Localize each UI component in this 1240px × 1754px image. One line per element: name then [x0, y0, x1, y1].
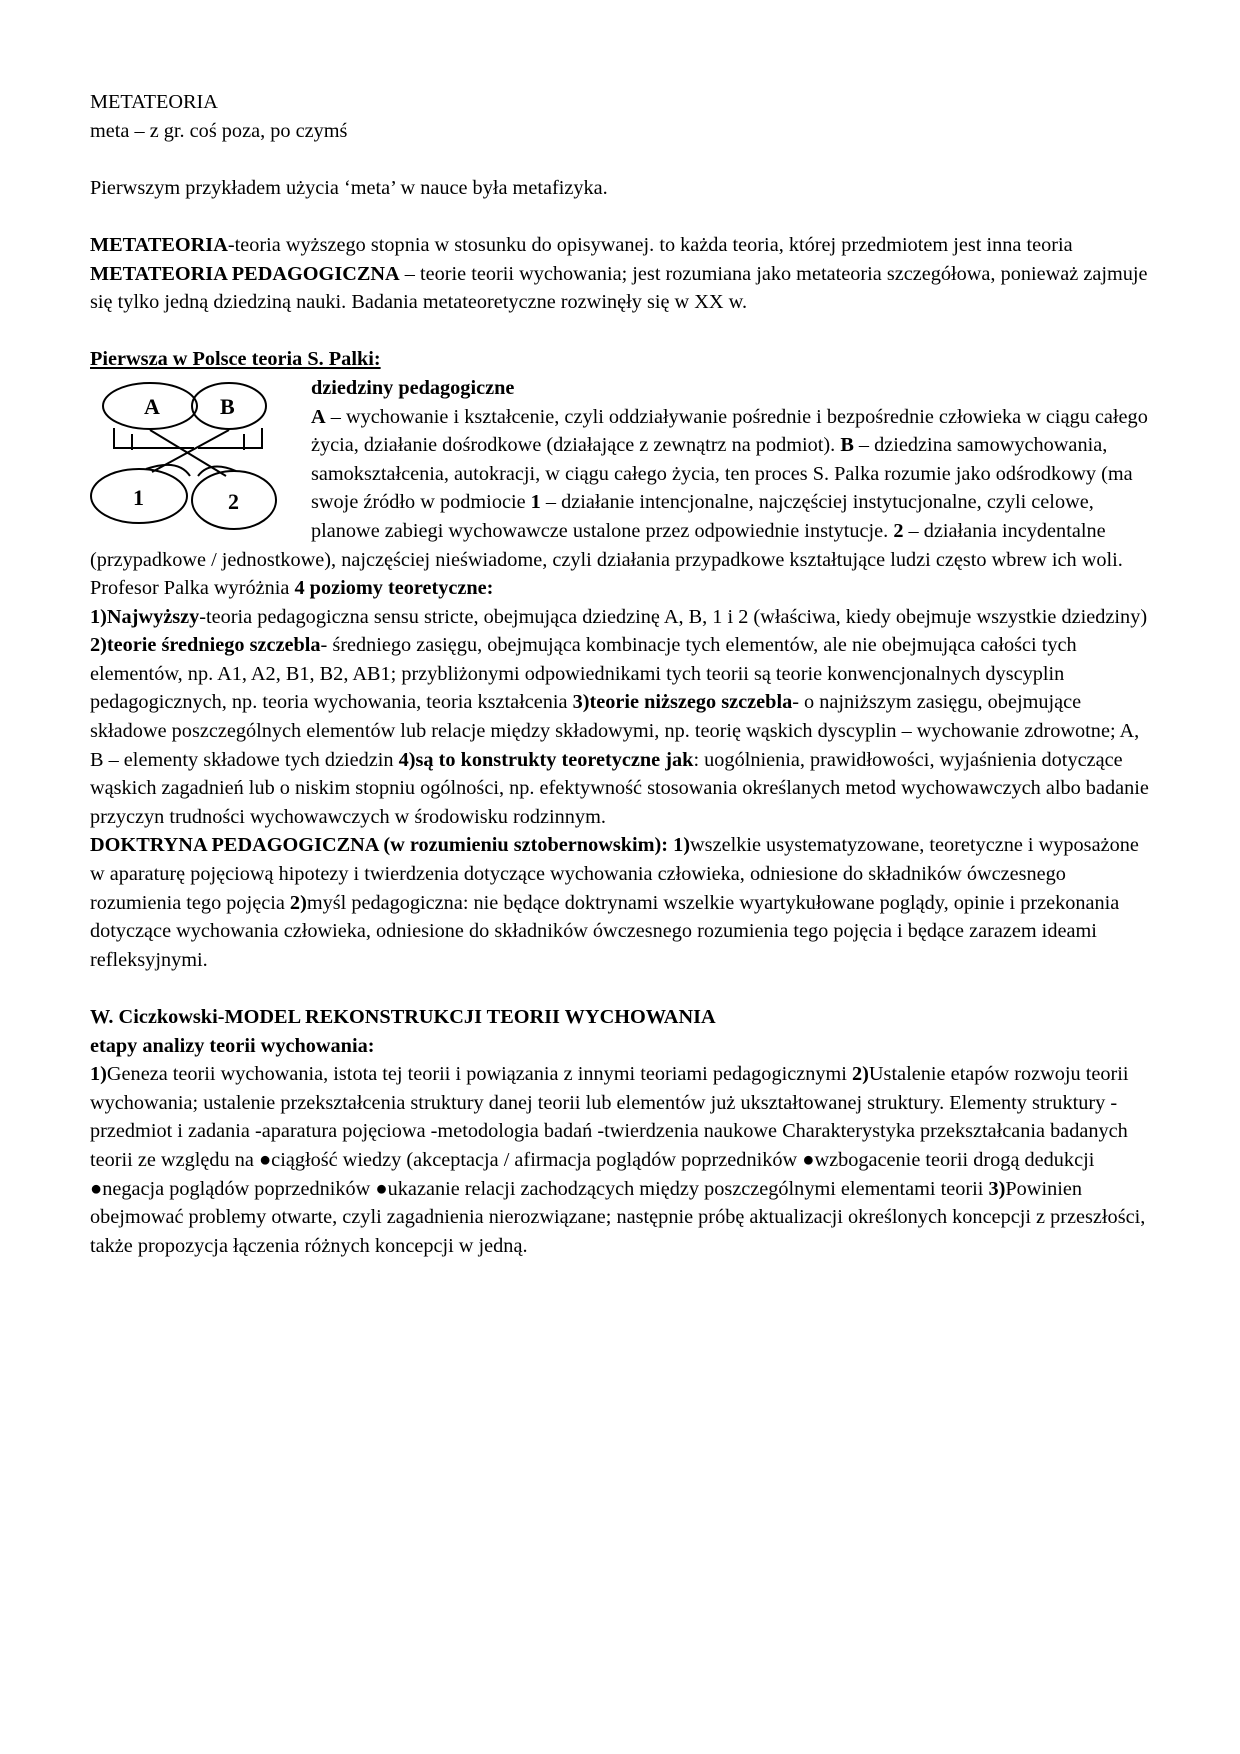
spacer: [90, 202, 1155, 231]
diagram-label-2: 2: [228, 488, 239, 514]
domain-b-text: – dziedzina samowychowania, samokształcenia, autokracji, w ciągu całego życia, ten proces S. Palka rozumie jako odśrodkowy (ma swoje źródło w podmiocie: [311, 434, 1133, 514]
model-text-1: Geneza teorii wychowania, istota tej teorii i powiązania z innymi teoriami pedagogicznymi: [106, 1063, 852, 1086]
level-2-text: - średniego zasięgu, obejmująca kombinacje tych elementów, ale nie obejmująca całości tych elementów, np. A1, A2, B1, B2, AB1; przybliżonymi odpowiednikami tych teorii są teorie konwencjonalnych dyscyplin pedagogicznych, np. teoria wychowania, teoria kształcenia: [90, 634, 1077, 714]
domains-heading-text: dziedziny pedagogiczne: [311, 376, 515, 399]
term-metateoria: METATEORIA: [90, 233, 228, 256]
levels-intro-bold: 4 poziomy teoretyczne:: [294, 577, 494, 600]
doctrine-paragraph: [90, 831, 1155, 974]
domain-2-text: – działania incydentalne (przypadkowe / jednostkowe), najczęściej nieświadome, czyli działania przypadkowe kształtujące ludzi często wbrew ich woli.: [90, 519, 1123, 571]
level-1-text: -teoria pedagogiczna sensu stricte, obejmująca dziedzinę A, B, 1 i 2 (właściwa, kiedy obejmuje wszystkie dziedziny): [199, 605, 1148, 628]
level-4-label: 4)są to konstrukty teoretyczne jak: [398, 748, 694, 771]
definition-text: -teoria wyższego stopnia w stosunku do opisywanej. to każda teoria, której przedmiotem jest inna teoria: [227, 233, 1073, 256]
level-2-label: 2)teorie średniego szczebla: [90, 634, 321, 657]
model-bullet-1: ●ciągłość wiedzy (akceptacja / afirmacja poglądów poprzedników: [258, 1148, 803, 1171]
model-text-2: Ustalenie etapów rozwoju teorii wychowania; ustalenie przekształcenia struktury danej teorii lub elementów już ukształtowanej struktury. Elementy struktury -przedmiot i zadania -aparatura pojęciowa -metodologia badań -twierdzenia naukowe Charakterystyka przekształcania badanych teorii ze względu na: [90, 1063, 1129, 1171]
connector-b: [198, 428, 262, 448]
domain-a-text: – wychowanie i kształcenie, czyli oddziaływanie pośrednie i bezpośrednie człowieka w ciągu całego życia, działanie dośrodkowe (działające z zewnątrz na podmiot).: [311, 405, 1148, 457]
domains-diagram-svg: [86, 376, 311, 544]
level-3-text: - o najniższym zasięgu, obejmujące składowe poszczególnych elementów lub relacje między składowymi, np. teorię wąskich dyscyplin – wychowanie zdrowotne; A, B – elementy składowe tych dziedzin: [90, 691, 1140, 771]
domain-a-label: A: [311, 405, 326, 428]
definition-text: – teorie teorii wychowania; jest rozumiana jako metateoria szczegółowa, ponieważ zajmuje się tylko jedną dziedziną nauki. Badania metateoretyczne rozwinęły się w XX w.: [90, 262, 1148, 314]
model-subheading: [90, 1032, 1155, 1061]
domain-b-label: B: [840, 434, 854, 457]
palka-heading: [90, 345, 1155, 374]
model-num-2: 2): [852, 1063, 869, 1086]
domain-1-label: 1: [530, 491, 541, 514]
document-page: [90, 88, 1155, 1260]
domain-1-text: – działanie intencjonalne, najczęściej instytucjonalne, czyli celowe, planowe zabiegi wychowawcze ustalone przez odpowiednie instytucje.: [311, 491, 1094, 542]
intro-paragraph: Pierwszym przykładem użycia ‘meta’ w nauce była metafizyka.: [90, 176, 608, 199]
doctrine-text-2: myśl pedagogiczna: nie będące doktrynami wszelkie wyartykułowane poglądy, opinie i przekonania dotyczące wychowania człowieka, odniesione do składników ówczesnego rozumienia tego pojęcia i będące zarazem ideami refleksyjnymi.: [90, 891, 1120, 971]
spacer: [90, 145, 1155, 174]
model-num-1: 1): [90, 1063, 107, 1086]
level-4-text: : uogólnienia, prawidłowości, wyjaśnienia dotyczące wąskich zagadnień lub o niskim stopniu ogólności, np. efektywność stosowania określanych metod wychowawczych albo badanie przyczyn trudności wychowawczych w środowisku rodzinnym.: [90, 748, 1149, 828]
levels-paragraph: [90, 603, 1155, 832]
model-bullet-2: ●wzbogacenie teorii drogą dedukcji: [802, 1148, 1095, 1171]
definition-metateoria-pedagogiczna: [90, 260, 1155, 317]
diagram-label-1: 1: [133, 484, 144, 510]
definition-metateoria: [90, 231, 1155, 260]
term-metateoria-pedagogiczna: METATEORIA PEDAGOGICZNA: [90, 262, 400, 285]
diagram-label-b: B: [220, 393, 235, 419]
level-3-label: 3)teorie niższego szczebla: [572, 691, 793, 714]
model-bullet-3: ●negacja poglądów poprzedników: [90, 1177, 376, 1200]
model-bullet-4: ●ukazanie relacji zachodzących między poszczególnymi elementami teorii: [375, 1177, 989, 1200]
doctrine-num-2: 2): [289, 891, 307, 914]
model-heading: [90, 1003, 1155, 1032]
model-paragraph: [90, 1060, 1155, 1260]
model-heading-text: W. Ciczkowski-MODEL REKONSTRUKCJI TEORII WYCHOWANIA: [90, 1006, 716, 1028]
levels-intro: [90, 574, 1155, 603]
domains-diagram: [86, 376, 311, 544]
connector-a: [114, 428, 194, 448]
doctrine-term: DOKTRYNA PEDAGOGICZNA (w rozumieniu sztobernowskim): 1): [90, 834, 691, 857]
doctrine-text-1: wszelkie usystematyzowane, teoretyczne i wyposażone w aparaturę pojęciową hipotezy i twierdzenia dotyczące wychowania człowieka, odniesione do składników ówczesnego rozumienia tego pojęcia: [90, 834, 1139, 914]
doc-title: METATEORIA: [90, 91, 218, 113]
domain-2-label: 2: [893, 519, 904, 542]
diagram-label-a: A: [144, 393, 160, 419]
model-subheading-text: etapy analizy teorii wychowania:: [90, 1034, 375, 1057]
doc-subtitle: meta – z gr. coś poza, po czymś: [90, 119, 348, 142]
spacer: [90, 317, 1155, 346]
model-num-3: 3): [988, 1177, 1006, 1200]
level-1-label: 1)Najwyższy: [90, 605, 200, 628]
spacer: [90, 974, 1155, 1003]
model-text-3: Powinien obejmować problemy otwarte, czyli zagadnienia nierozwiązane; następnie próbę aktualizacji określonych koncepcji z przeszłości, także propozycja łączenia różnych koncepcji w jedną.: [90, 1177, 1146, 1257]
levels-intro-text: Profesor Palka wyróżnia: [90, 577, 295, 600]
palka-heading-text: Pierwsza w Polsce teoria S. Palki:: [90, 348, 381, 371]
